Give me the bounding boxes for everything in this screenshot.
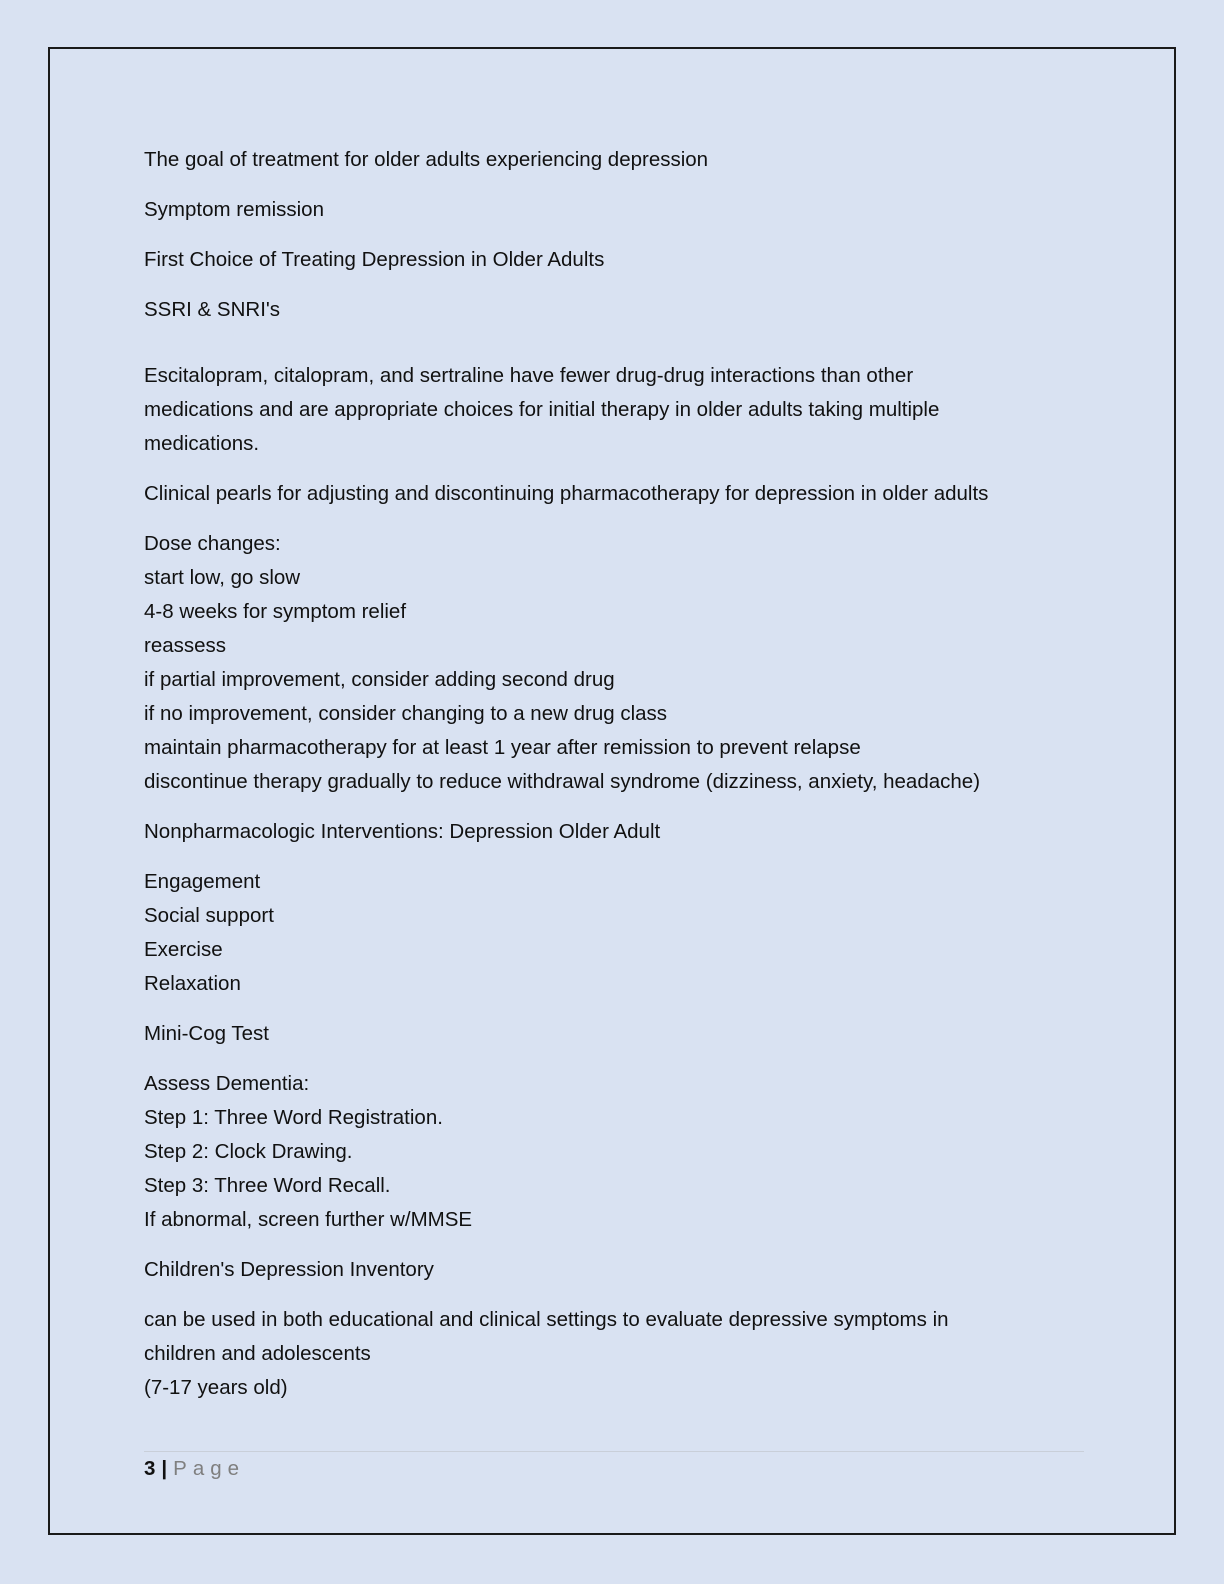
text-line: can be used in both educational and clinical settings to evaluate depressive symptoms in xyxy=(144,1308,949,1331)
text-line: start low, go slow xyxy=(144,566,301,589)
text-line: discontinue therapy gradually to reduce withdrawal syndrome (dizziness, anxiety, headache) xyxy=(144,770,981,793)
paragraph-interventions-list xyxy=(144,865,1084,1001)
page-label: Page xyxy=(173,1457,246,1480)
text-line: Mini-Cog Test xyxy=(144,1022,269,1045)
paragraph-escitalopram xyxy=(144,359,1084,461)
paragraph-childrens-inventory xyxy=(144,1253,1084,1287)
text-line: Dose changes: xyxy=(144,532,281,555)
paragraph-dose-changes xyxy=(144,527,1084,799)
text-line: Assess Dementia: xyxy=(144,1072,310,1095)
text-line: medications and are appropriate choices for initial therapy in older adults taking multiple xyxy=(144,398,940,421)
paragraph-assess-dementia xyxy=(144,1067,1084,1237)
paragraph-treatment-goal xyxy=(144,143,1084,177)
text-line: Children's Depression Inventory xyxy=(144,1258,434,1281)
text-line: Step 2: Clock Drawing. xyxy=(144,1140,353,1163)
text-line: Exercise xyxy=(144,938,223,961)
text-line: reassess xyxy=(144,634,227,657)
paragraph-inventory-usage xyxy=(144,1303,1084,1405)
text-line: Relaxation xyxy=(144,972,241,995)
text-line: if partial improvement, consider adding second drug xyxy=(144,668,615,691)
paragraph-clinical-pearls xyxy=(144,477,1084,511)
paragraph-mini-cog xyxy=(144,1017,1084,1051)
text-line: Escitalopram, citalopram, and sertraline have fewer drug-drug interactions than other xyxy=(144,364,914,387)
text-line: (7-17 years old) xyxy=(144,1376,288,1399)
paragraph-ssri-snri xyxy=(144,293,1084,327)
paragraph-symptom-remission xyxy=(144,193,1084,227)
footer-divider xyxy=(144,1451,1084,1452)
page-number: 3 xyxy=(144,1457,156,1480)
text-line: Clinical pearls for adjusting and discontinuing pharmacotherapy for depression in older adults xyxy=(144,482,989,505)
text-line: medications. xyxy=(144,432,260,455)
page-footer xyxy=(144,1452,245,1486)
text-line: SSRI & SNRI's xyxy=(144,298,281,321)
paragraph-first-choice xyxy=(144,243,1084,277)
text-line: Symptom remission xyxy=(144,198,324,221)
text-line: Step 1: Three Word Registration. xyxy=(144,1106,443,1129)
text-line: Social support xyxy=(144,904,274,927)
text-line: maintain pharmacotherapy for at least 1 year after remission to prevent relapse xyxy=(144,736,861,759)
text-line: if no improvement, consider changing to a new drug class xyxy=(144,702,668,725)
paragraph-nonpharmacologic xyxy=(144,815,1084,849)
text-line: The goal of treatment for older adults experiencing depression xyxy=(144,148,709,171)
text-line: Engagement xyxy=(144,870,261,893)
document-body xyxy=(144,143,1084,1421)
text-line: 4-8 weeks for symptom relief xyxy=(144,600,407,623)
text-line: Step 3: Three Word Recall. xyxy=(144,1174,391,1197)
text-line: If abnormal, screen further w/MMSE xyxy=(144,1208,473,1231)
text-line: First Choice of Treating Depression in Older Adults xyxy=(144,248,605,271)
footer-separator: | xyxy=(161,1457,168,1480)
text-line: Nonpharmacologic Interventions: Depression Older Adult xyxy=(144,820,661,843)
text-line: children and adolescents xyxy=(144,1342,371,1365)
